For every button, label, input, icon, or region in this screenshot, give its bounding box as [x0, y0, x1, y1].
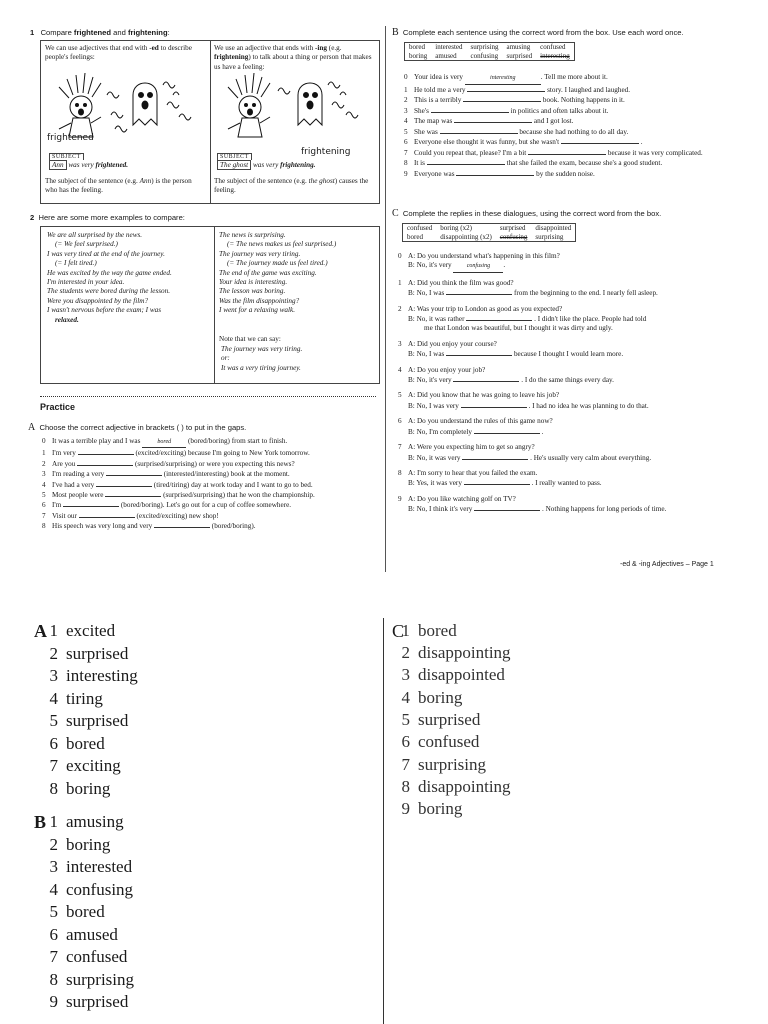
answer-blank[interactable] — [467, 85, 545, 92]
list-item: 8 It is that she failed the exam, because she's a good student. — [404, 159, 663, 167]
answer-blank[interactable] — [427, 158, 505, 165]
left-note: The subject of the sentence (e.g. Ann) is the person who has the feeling. — [45, 177, 192, 195]
list-item: 7 Could you repeat that, please? I'm a bit because it was very complicated. — [404, 148, 703, 157]
ed-examples: We are all surprised by the news. (= We feel surprised.) I was very tired at the end of the journey. (= I felt tired.) He was excited by the way the game ended. I'm interested in your idea. The students were bored during the lesson. Were you disappointed by the film? I wasn't nervous before the exam; I was relaxed. — [47, 231, 172, 324]
frightened-caption: frightened — [47, 133, 94, 143]
answer-blank[interactable] — [474, 504, 540, 511]
answer-item: 2 surprised — [49, 644, 129, 663]
list-item: 0 It was a terrible play and I was bored (bored/boring) from start to finish. — [42, 437, 382, 448]
answers-b-label: B — [34, 812, 47, 832]
dialogue-item: 1 A: Did you think the film was good? B: No, I was from the beginning to the end. I nearly fell asleep. — [398, 278, 658, 298]
answer-item: 4 tiring — [49, 689, 103, 708]
answer-blank[interactable] — [463, 95, 541, 102]
exercise-a-instruction: A Choose the correct adjective in brackets ( ) to put in the gaps. — [28, 422, 247, 433]
answer-item: 9 surprised — [49, 992, 129, 1011]
answer-blank[interactable] — [96, 480, 152, 487]
answer-blank[interactable] — [462, 453, 528, 460]
section-1-heading: 1 Compare frightened and frightening: — [30, 28, 170, 37]
answer-item: 7 surprising — [401, 755, 486, 774]
answer-blank[interactable] — [63, 500, 119, 507]
answer-blank[interactable] — [78, 448, 134, 455]
dialogue-item: 4 A: Do you enjoy your job? B: No, it's very . I do the same things every day. — [398, 365, 614, 385]
practice-title: Practice — [40, 402, 76, 412]
answer-item: 1 excited — [49, 621, 116, 640]
list-item: 4 I've had a very (tired/tiring) day at work today and I want to go to bed. — [42, 480, 313, 489]
dialogue-item: 9 A: Do you like watching golf on TV? B: No, I think it's very . Nothing happens for long periods of time. — [398, 494, 667, 514]
answer-item: 4 boring — [401, 688, 463, 707]
list-item: 5 Most people were (surprised/surprising) that he won the championship. — [42, 491, 315, 500]
answer-item: 4 confusing — [49, 880, 134, 899]
exercise-a-list — [42, 437, 382, 532]
answer-blank[interactable] — [440, 127, 518, 134]
answer-item: 5 surprised — [401, 710, 481, 729]
answer-item: 1 amusing — [49, 812, 124, 831]
answer-blank[interactable] — [77, 459, 133, 466]
left-example: Ann was very frightened. — [49, 161, 128, 170]
answer-blank[interactable] — [474, 427, 540, 434]
answer-item: 6 bored — [49, 734, 105, 753]
answer-item: 2 disappointing — [401, 643, 511, 662]
answer-item: 5 bored — [49, 902, 105, 921]
answer-blank[interactable] — [79, 511, 135, 518]
dialogue-item: 0 A: Do you understand what's happening in this film? B: No, it's very confusing . — [398, 252, 764, 273]
right-note: The subject of the sentence (e.g. the ghost) causes the feeling. — [214, 177, 369, 195]
answers-a-label: A — [34, 621, 47, 641]
section-1-box — [40, 40, 380, 204]
answer-blank[interactable] — [461, 401, 527, 408]
section-2-box — [40, 226, 380, 384]
answer-item: 3 disappointed — [401, 665, 505, 684]
dialogue-item: 2 A: Was your trip to London as good as you expected? B: No, it was rather . I didn't like the place. People had told me that London was beautiful, but I thought it was dirty and ugly. — [398, 304, 647, 333]
answer-blank[interactable] — [528, 148, 606, 155]
note-examples: The journey was very tiring. or: It was a very tiring journey. — [221, 345, 303, 372]
exercise-c-instruction: C Complete the replies in these dialogues, using the correct word from the box. — [392, 208, 662, 219]
frightening-ghost-illustration — [214, 65, 374, 145]
answer-blank[interactable] — [464, 478, 530, 485]
divider — [210, 41, 211, 203]
right-example: The ghost was very frightening. — [217, 161, 315, 170]
word-box-c: confused boring (x2) surprised disappointed bored disappointing (x2) confusing surprising — [402, 223, 576, 242]
answer-item: 2 boring — [49, 835, 111, 854]
answer-blank[interactable] — [466, 314, 532, 321]
dialogue-item: 7 A: Were you expecting him to get so angry? B: No, it was very . He's usually very calm about everything. — [398, 443, 652, 462]
column-divider — [385, 26, 386, 572]
answer-blank[interactable] — [561, 137, 639, 144]
answer-item: 6 confused — [401, 732, 480, 751]
answer-item: 8 disappointing — [401, 777, 511, 796]
section-2-heading: 2 Here are some more examples to compare: — [30, 213, 185, 222]
dialogue-item: 6 A: Do you understand the rules of this game now? B: No, I'm completely . — [398, 417, 553, 436]
list-item: 3 I'm reading a very (interested/interesting) book at the moment. — [42, 470, 290, 479]
answer-item: 6 amused — [49, 925, 118, 944]
answer-blank[interactable] — [456, 169, 534, 176]
answers-c-label: C — [392, 621, 405, 641]
answer-item: 8 surprising — [49, 970, 134, 989]
answer-blank[interactable] — [431, 106, 509, 113]
list-item: 2 This is a terribly book. Nothing happens in it. — [404, 96, 625, 104]
answer-item: 9 boring — [401, 799, 463, 818]
exercise-b-list — [404, 72, 764, 179]
answer-item: 1 bored — [401, 621, 457, 640]
answer-item: 7 confused — [49, 947, 128, 966]
answer-item: 5 surprised — [49, 711, 129, 730]
answer-blank[interactable] — [106, 469, 162, 476]
list-item: 2 Are you (surprised/surprising) or were you expecting this news? — [42, 459, 295, 468]
list-item: 5 She was because she had nothing to do all day. — [404, 127, 629, 136]
list-item: 8 His speech was very long and very (bored/boring). — [42, 522, 256, 531]
list-item: 3 She's in politics and often talks about it. — [404, 106, 609, 115]
dialogue-item: 3 A: Did you enjoy your course? B: No, I was because I thought I would learn more. — [398, 339, 624, 359]
list-item: 0 Your idea is very interesting . Tell me more about it. — [404, 72, 764, 85]
answer-column-divider — [383, 618, 384, 1024]
page-footer: -ed & -ing Adjectives – Page 1 — [620, 561, 714, 568]
subject-label: SUBJECT — [49, 153, 84, 160]
frightening-caption: frightening — [301, 147, 351, 157]
subject-label-right: SUBJECT — [217, 153, 252, 160]
list-item: 1 He told me a very story. I laughed and laughed. — [404, 85, 631, 94]
left-explanation: We can use adjectives that end with -ed to describe people's feelings: — [45, 44, 192, 62]
note-label: Note that we can say: — [219, 335, 281, 343]
ing-examples: The news is surprising. (= The news makes us feel surprised.) The journey was very tiring. (= The journey made us feel tired.) The end of the game was exciting. Your idea is interesting. The lesson was boring. Was the film disappointing? I went for a relaxing walk. — [219, 231, 337, 315]
answer-blank[interactable] — [446, 349, 512, 356]
answer-blank[interactable] — [105, 490, 161, 497]
answer-item: 3 interested — [49, 857, 133, 876]
right-explanation: We use an adjective that ends with -ing (e.g. frightening) to talk about a thing or person that makes us have a feeling: — [214, 44, 372, 71]
answer-item: 3 interesting — [49, 666, 138, 685]
list-item: 9 Everyone was by the sudden noise. — [404, 169, 595, 178]
list-item: 6 I'm (bored/boring). Let's go out for a cup of coffee somewhere. — [42, 501, 292, 510]
word-box-b: bored interested surprising amusing confused boring amused confusing surprised interesting — [404, 42, 575, 61]
divider — [214, 227, 215, 383]
list-item: 1 I'm very (excited/exciting) because I'm going to New York tomorrow. — [42, 449, 310, 458]
list-item: 6 Everyone else thought it was funny, but she wasn't . — [404, 138, 643, 146]
list-item: 7 Visit our (excited/exciting) new shop! — [42, 511, 219, 520]
exercise-c-list — [398, 252, 764, 515]
list-item: 4 The map was and I got lost. — [404, 117, 574, 125]
answer-item: 7 exciting — [49, 756, 121, 775]
dialogue-item: 8 A: I'm sorry to hear that you failed the exam. B: Yes, it was very . I really wanted to pass. — [398, 468, 602, 488]
dialogue-item: 5 A: Did you know that he was going to leave his job? B: No, I was very . I had no idea he was planning to do that. — [398, 391, 649, 410]
answer-blank[interactable] — [446, 288, 512, 295]
answer-blank[interactable] — [453, 375, 519, 382]
answer-blank[interactable] — [454, 116, 532, 123]
exercise-b-instruction: B Complete each sentence using the correct word from the box. Use each word once. — [392, 27, 684, 38]
answer-item: 8 boring — [49, 779, 111, 798]
answer-blank[interactable] — [154, 521, 210, 528]
practice-divider — [40, 396, 376, 397]
